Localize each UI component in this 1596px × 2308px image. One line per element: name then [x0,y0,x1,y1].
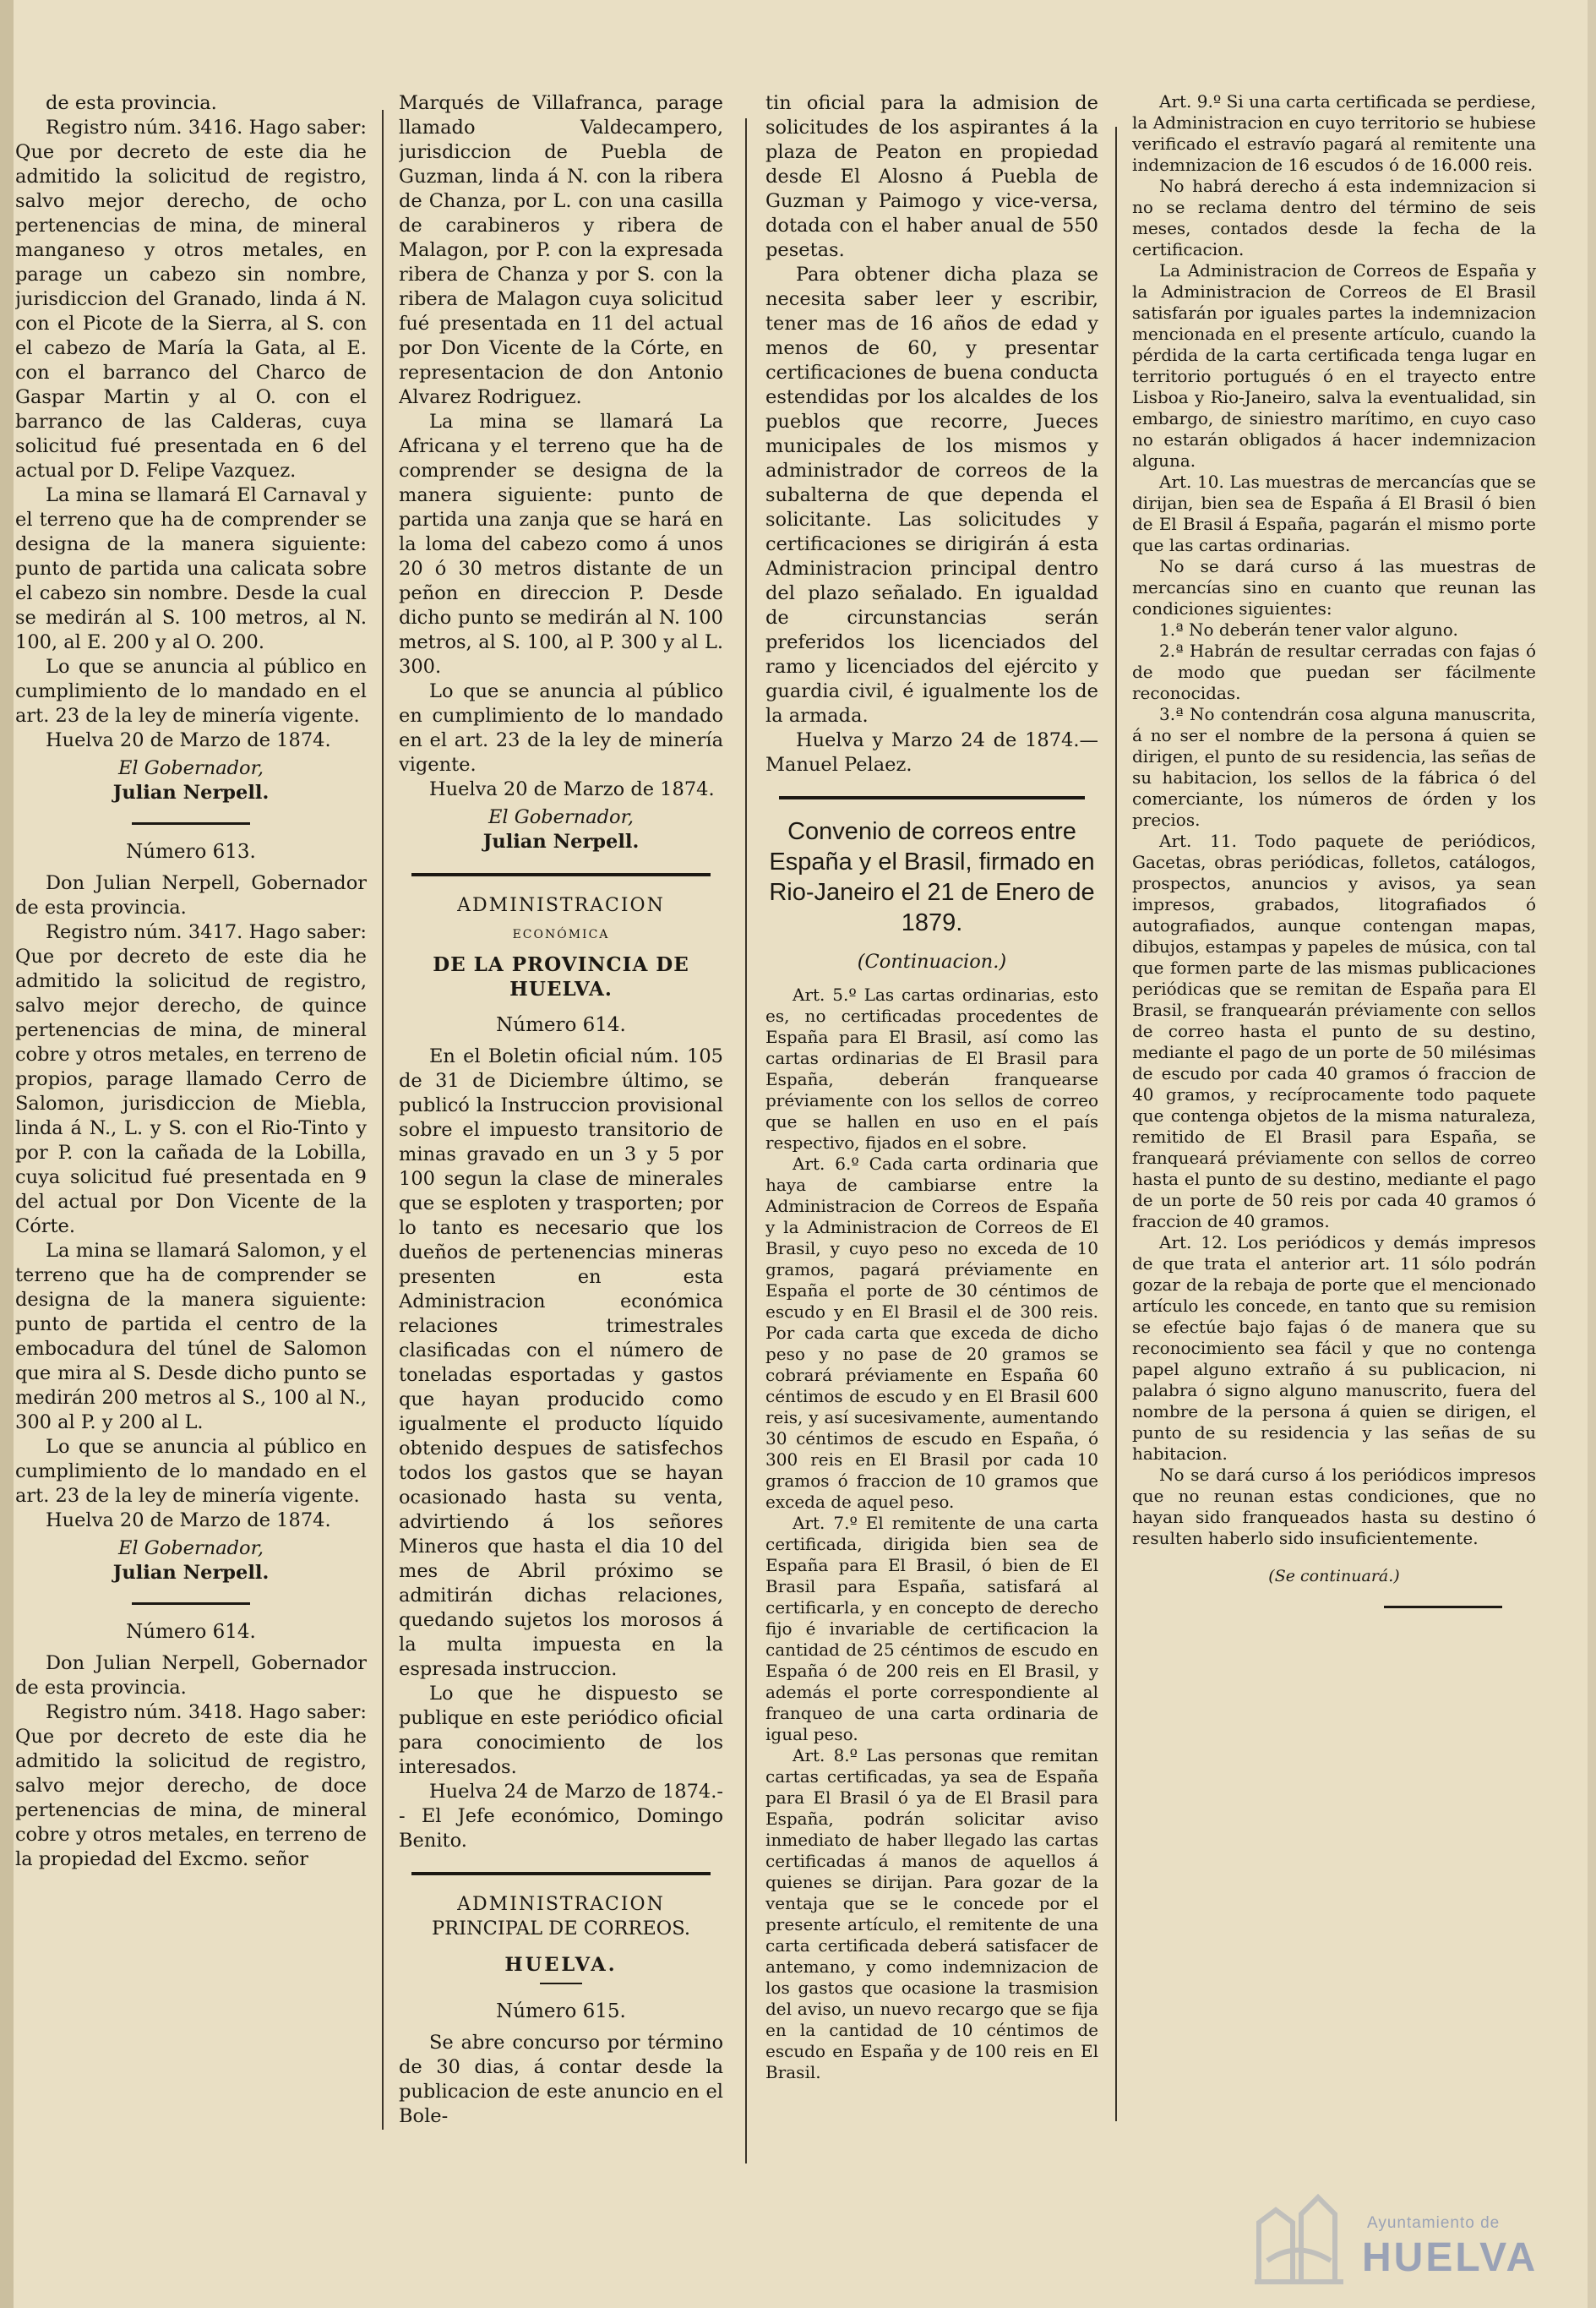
column-3 [765,91,1098,2204]
huelva-heading: HUELVA. [504,1954,618,1976]
admin-provincia-title: DE LA PROVINCIA DE HUELVA. [433,953,689,1001]
column-2 [399,91,723,2204]
articulo-7: Art. 7.º El remitente de una carta certificada, dirigida bien sea de España para El Brasil, ó bien de El Brasil para España, satisfará al certificarla, y en concepto de derecho fijo é invariable de certificacion la cantidad de 25 céntimos de escudo en España ó de 200 reis en El Brasil, y además el porte correspondiente al franqueo de una carta ordinaria de igual peso. [765,1513,1098,1744]
page-left-edge [0,0,14,2308]
mina-la-africana: La mina se llamará La Africana y el terreno que ha de comprender se designa de la manera siguiente: punto de partida una zanja que se hará en la loma del cabezo como á unos 20 ó 30 metros distante de un peñon en direccion P. Desde dicho punto se medirán al N. 100 metros, al S. 100, al P. 300 y al L. 300. [399,411,723,678]
registro-3417: Registro núm. 3417. Hago saber: Que por decreto de este dia he admitido la solicitud de registro, salvo mejor derecho, de quince pertenencias de mina, de mineral cobre y otros metales, en terreno de propios, parage llamado Cerro de Salomon, jurisdiccion de Miebla, linda á N., L. y S. con el Rio-Tinto y por P. con la cañada de la Lobilla, cuya solicitud fué presentada en 9 del actual por Don Vicente de la Córte. [15,921,367,1237]
mina-el-carnaval: La mina se llamará El Carnaval y el terreno que ha de comprender se designa de la manera siguiente: punto de partida una calicata sobre el cabezo sin nombre. Desde la cual se medirán al S. 100 metros, al N. 100, al E. 200 y al O. 200. [15,484,367,653]
admin-economica-sub: ECONÓMICA [512,928,610,941]
registro-3418-cont: Marqués de Villafranca, parage llamado Valdecampero, jurisdiccion de Puebla de Guzman, linda á N. con la ribera de Chanza, por L. con una casilla de carabineros y ribera de Malagon, por P. con la expresada ribera de Chanza y por S. con la ribera de Malagon cuya solicitud fué presentada en 11 del actual por Don Vicente de la Córte, en representacion de don Antonio Alvarez Rodriguez. [399,92,723,408]
registro-3418: Registro núm. 3418. Hago saber: Que por decreto de este dia he admitido la solicitud de registro, salvo mejor derecho, de doce pertenencias de mina, de mineral cobre y otros metales, en terreno de la propiedad del Excmo. señor [15,1701,367,1870]
gobernador-header: Don Julian Nerpell, Gobernador de esta provincia. [15,1652,367,1699]
condicion-1: 1.ª No deberán tener valor alguno. [1159,619,1458,640]
se-continuara: (Se continuará.) [1268,1567,1400,1585]
anuncio-salomon: Lo que se anuncia al público en cumplimiento de lo mandado en el art. 23 de la ley de minería vigente. [15,1436,367,1507]
section-divider [779,796,1085,799]
mina-salomon: La mina se llamará Salomon, y el terreno que ha de comprender se designa de la manera siguiente: punto de partida el centro de la embocadura del túnel de Salomon que mira al S. Desde dicho punto se medirán 200 metros al S., 100 al N., 300 al P. y 200 al L. [15,1240,367,1433]
section-divider [132,1602,250,1605]
admin-correos-sub: PRINCIPAL DE CORREOS. [432,1918,690,1940]
indemnizacion-partes: La Administracion de Correos de España y la Administracion de Correos de El Brasil satisfarán por iguales partes la indemnizacion mencionada en el presente artículo, cuando la pérdida de la carta certificada tenga lugar en territorio portugués ó en el trayecto entre Lisboa y Rio-Janeiro, salva la eventualidad, sin embargo, de siniestro marítimo, en cuyo caso no estarán obligados á hacer indemnizacion alguna. [1132,260,1536,471]
signature-title: El Gobernador, [117,1537,264,1559]
signature-name: Julian Nerpell. [112,1562,270,1584]
instruccion-minas: En el Boletin oficial núm. 105 de 31 de Diciembre último, se publicó la Instruccion provisional sobre el impuesto transitorio de minas gravado en un 3 y 5 por 100 segun la clase de minerales que se esploten y trasporten; por lo tanto es necesario que los dueños de pertenencias mineras presenten en esta Administracion económica relaciones trimestrales clasificadas con el número de toneladas esportadas y gastos que hayan producido como igualmente el producto líquido obtenido despues de satisfechos todos los gastos que se hayan ocasionado hasta su venta, advirtiendo á los señores Mineros que hasta el dia 10 del mes de Abril próximo se admitirán dichas relaciones, quedando sujetos los morosos á la multa impuesta en la espresada instruccion. [399,1045,723,1680]
indemnizacion-plazo: No habrá derecho á esta indemnizacion si no se reclama dentro del término de seis meses, contados desde la fecha de la certificacion. [1132,176,1536,259]
admin-correos-title: ADMINISTRACION [457,1894,665,1915]
section-divider [411,873,710,876]
date-carnaval: Huelva 20 de Marzo de 1874. [46,729,331,751]
date-africana: Huelva 20 de Marzo de 1874. [429,778,715,800]
articulo-5: Art. 5.º Las cartas ordinarias, esto es, no certificadas procedentes de España para El Brasil, así como las cartas ordinarias de El Brasil para España, deberán franquearse préviamente con los sellos de correo que se hallen en uso en el país respectivo, fijados en el sobre. [765,985,1098,1153]
admin-economica-title: ADMINISTRACION [457,895,665,916]
concurso-cont: tin oficial para la admision de solicitudes de los aspirantes á la plaza de Peaton en propiedad desde El Alosno á Puebla de Guzman y Paimogo y vice-versa, dotada con el haber anual de 550 pesetas. [765,92,1098,261]
articulo-11: Art. 11. Todo paquete de periódicos, Gacetas, obras periódicas, folletos, catálogos, prospectos, anuncios y avisos, ya sean impresos, grabados, litografiados ó autografiados, aunque contengan mapas, dibujos, estampas y papeles de música, con tal que formen parte de las mismas publicaciones periódicas que se remitan de España para El Brasil, se franquearán préviamente con sellos de correo hasta el punto de su destino, mediante el pago de un porte de 50 milésimas de escudo por cada 40 gramos ó fraccion de 40 gramos, y recíprocamente todo paquete que contenga objetos de la misma naturaleza, remitido de El Brasil para España, se franqueará préviamente con sellos de correo hasta el punto de su destino, mediante el pago de un porte de 50 reis por cada 40 gramos ó fraccion de 40 gramos. [1132,831,1536,1231]
condicion-3: 3.ª No contendrán cosa alguna manuscrita, á no ser el nombre de la persona á quien se dirigen, el punto de su residencia, las señas de su habitacion, los sellos de la fábrica ó del comerciante, los números de órden y los precios. [1132,704,1536,830]
date-salomon: Huelva 20 de Marzo de 1874. [46,1509,331,1531]
numero-614: Número 614. [126,1621,256,1643]
watermark-caption: Ayuntamiento de [1367,2214,1501,2232]
articulo-10: Art. 10. Las muestras de mercancías que se dirijan, bien sea de España á El Brasil ó bien de El Brasil á España, pagarán el mismo porte que las cartas ordinarias. [1132,472,1536,555]
articulo-6: Art. 6.º Cada carta ordinaria que haya de cambiarse entre la Administracion de Correos de España y la Administracion de Correos de El Brasil, y cuyo peso no exceda de 10 gramos, pagará préviamente en España el porte de 30 céntimos de escudo y en El Brasil el de 300 reis. Por cada carta que exceda de dicho peso y no pase de 20 gramos se cobrará préviamente en España 60 céntimos de escudo y en El Brasil 600 reis, y así sucesivamente, aumentando 30 céntimos de escudo en España, ó 300 reis en El Brasil por cada 10 gramos ó fraccion de 10 gramos que exceda de aquel peso. [765,1154,1098,1512]
no-curso-periodicos: No se dará curso á los periódicos impresos que no reunan estas condiciones, que no hayan sido franqueados hasta su destino ó resulten haberlo sido insuficientemente. [1132,1465,1536,1548]
anuncio-carnaval: Lo que se anuncia al público en cumplimiento de lo mandado en el art. 23 de la ley de minería vigente. [15,656,367,727]
signature-name: Julian Nerpell. [112,782,270,804]
heading-rule [540,1983,582,1984]
articulo-8: Art. 8.º Las personas que remitan cartas certificadas, ya sea de España para El Brasil ó ya de El Brasil para España, podrán solicitar aviso inmediato de haber llegado las cartas certificadas á manos de aquellos á quienes se dirijan. Para gozar de la ventaja que se le concede por el presente artículo, el remitente de una carta certificada deberá satisfacer de antemano, y como indemnizacion de los gastos que ocasione la trasmision del aviso, un nuevo recargo que se fija en la cantidad de 10 céntimos de escudo en España y de 100 reis en El Brasil. [765,1745,1098,2082]
numero-615: Número 615. [496,2000,626,2022]
condicion-2: 2.ª Habrán de resultar cerradas con fajas ó de modo que puedan ser fácilmente reconocidas. [1132,641,1536,703]
numero-613: Número 613. [126,841,256,863]
convenio-title: Convenio de correos entre España y el Brasil, firmado en Rio-Janeiro el 21 de Enero de 1879. [769,818,1095,936]
signature-title: El Gobernador, [488,806,635,828]
column-1 [15,91,367,2204]
section-divider [132,822,250,825]
end-divider [1384,1606,1502,1608]
numero-614-admin: Número 614. [496,1014,626,1036]
signature-name: Julian Nerpell. [482,831,640,853]
continuacion-label: (Continuacion.) [857,951,1007,973]
requisitos-plaza: Para obtener dicha plaza se necesita saber leer y escribir, tener mas de 16 años de edad y menos de 60, y presentar certificaciones de buena conducta estendidas por los alcaldes de los pueblos que recorre, Jueces municipales de los mismos y administrador de correos de la subalterna de que dependa el solicitante. Las solicitudes y certificaciones se dirigirán á esta Administracion principal dentro del plazo señalado. En igualdad de circunstancias serán preferidos los licenciados del ramo y licenciados del ejército y guardia civil, é igualmente los de la armada. [765,264,1098,727]
page-right-edge [1588,0,1596,2308]
dispuesto-publique: Lo que he dispuesto se publique en este periódico oficial para conocimiento de los interesados. [399,1683,723,1778]
section-divider [411,1872,710,1875]
signature-title: El Gobernador, [117,757,264,779]
articulo-12: Art. 12. Los periódicos y demás impresos de que trata el anterior art. 11 sólo podrán gozar de la rebaja de porte que el mencionado artículo les concede, en tanto que su remision se efectúe bajo fajas ó de manera que su reconocimiento sea fácil y que no contenga papel alguno extraño á su publicacion, ni palabra ó signo alguno manuscrito, fuera del nombre de la persona á quien se dirigen, el punto de su residencia y las señas de su habitacion. [1132,1232,1536,1464]
castle-emblem-icon [1255,2197,1343,2282]
muestras-condiciones: No se dará curso á las muestras de mercancías sino en cuanto que reunan las condiciones siguientes: [1132,556,1536,619]
col1-line-provincia: de esta provincia. [46,92,217,114]
gobernador-header: Don Julian Nerpell, Gobernador de esta provincia. [15,872,367,919]
registro-3416: Registro núm. 3416. Hago saber: Que por decreto de este dia he admitido la solicitud de registro, salvo mejor derecho, de ocho pertenencias de mina, de mineral manganeso y otros metales, en parage un cabezo sin nombre, jurisdiccion del Granado, linda á N. con el Picote de la Sierra, al S. con el cabezo de María la Gata, al E. con el barranco del Charco de Gaspar Martin y al O. con el barranco de las Calderas, cuya solicitud fué presentada en 6 del actual por D. Felipe Vazquez. [15,117,367,482]
firma-pelaez: Huelva y Marzo 24 de 1874.— Manuel Pelaez. [765,729,1098,776]
column-rule-2 [745,118,747,2163]
anuncio-africana: Lo que se anuncia al público en cumplimiento de lo mandado en el art. 23 de la ley de minería vigente. [399,680,723,776]
concurso-anuncio: Se abre concurso por término de 30 dias, á contar desde la publicacion de este anuncio en el Bole- [399,2032,723,2127]
articulo-9: Art. 9.º Si una carta certificada se perdiese, la Administracion en cuyo territorio se hubiese verificado el estravío pagará al remitente una indemnizacion de 16 escudos ó de 16.000 reis. [1132,91,1536,175]
column-rule-1 [382,110,384,2130]
jefe-economico: Huelva 24 de Marzo de 1874.-- El Jefe económico, Domingo Benito. [399,1781,723,1852]
column-rule-3 [1115,127,1117,2121]
watermark-name: HUELVA [1362,2235,1539,2280]
column-4 [1132,91,1536,2204]
